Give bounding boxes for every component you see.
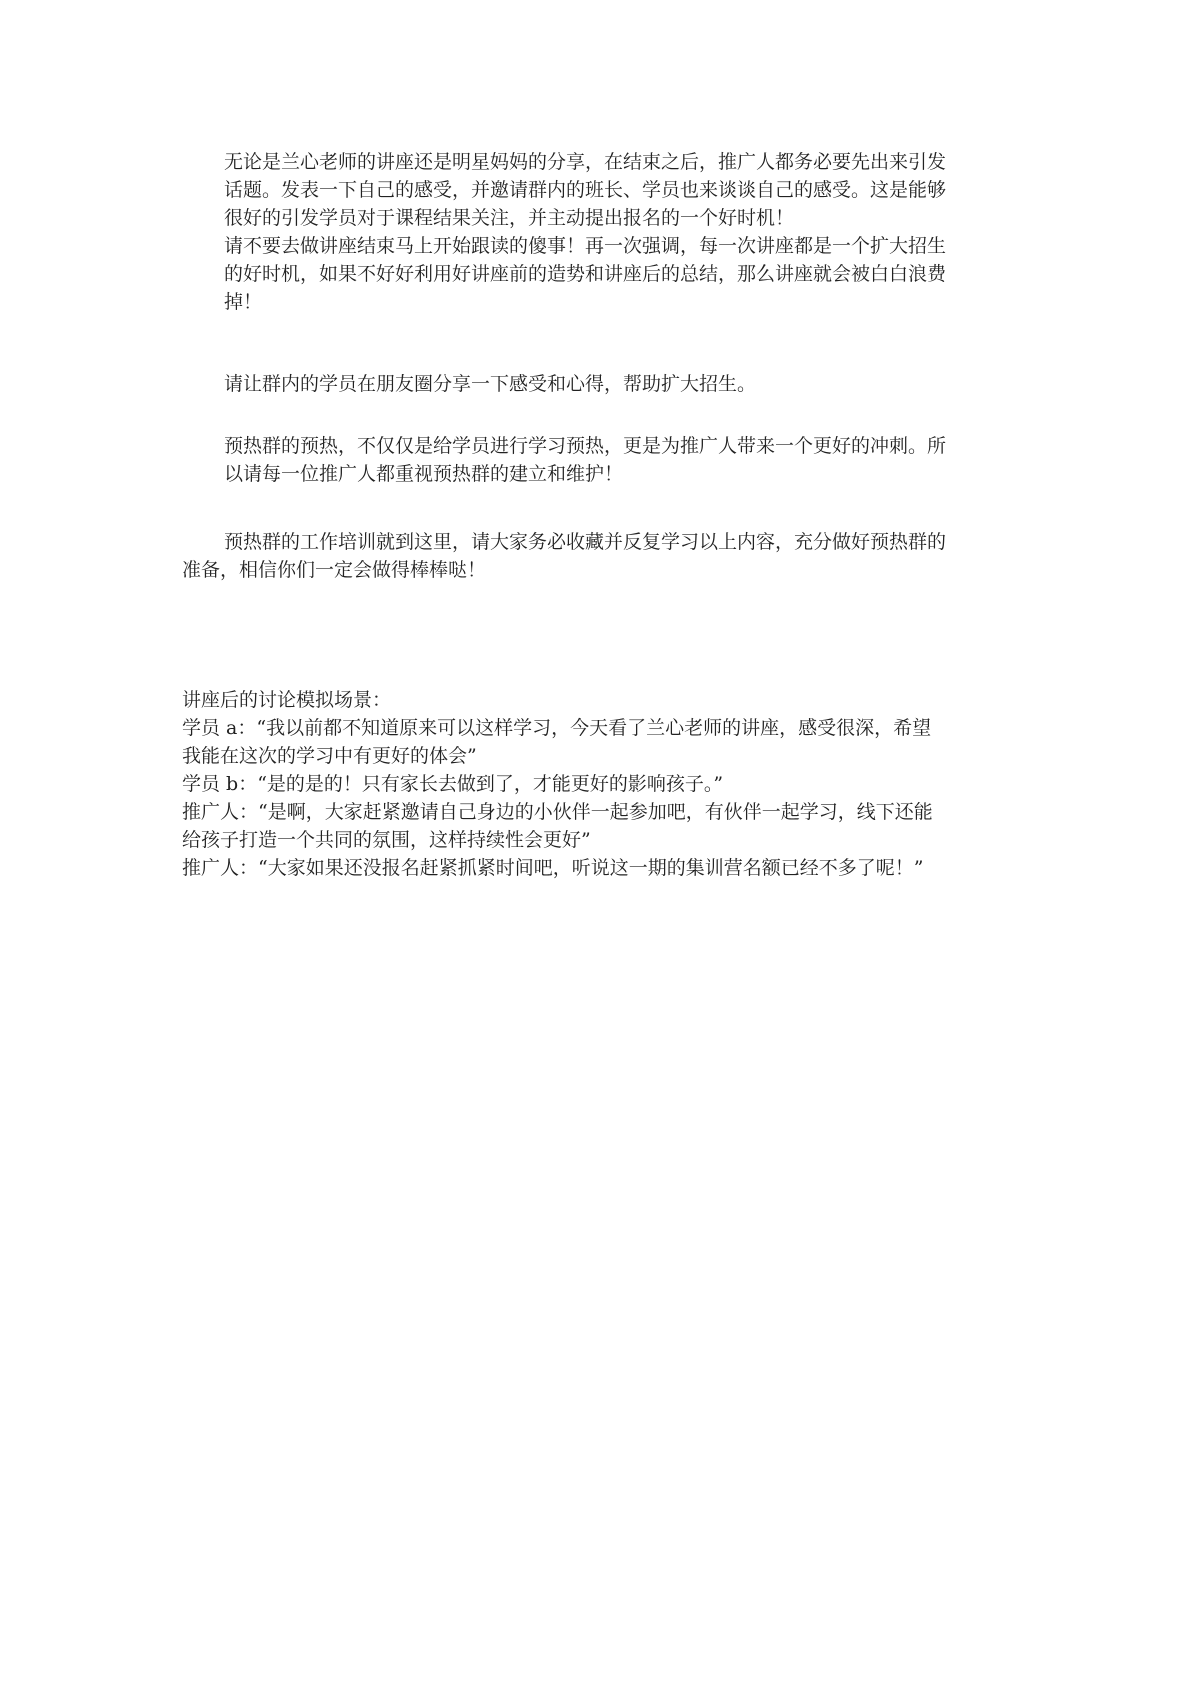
dialogue-line: 学员 a：“我以前都不知道原来可以这样学习，今天看了兰心老师的讲座，感受很深，希望	[182, 717, 932, 739]
dialogue-line: 学员 b：“是的是的！只有家长去做到了，才能更好的影响孩子。”	[182, 773, 724, 795]
text-line: 以请每一位推广人都重视预热群的建立和维护！	[224, 463, 624, 485]
text-line: 很好的引发学员对于课程结果关注，并主动提出报名的一个好时机！	[224, 207, 795, 229]
dialogue-line: 我能在这次的学习中有更好的体会”	[182, 745, 477, 767]
text-line: 请不要去做讲座结束马上开始跟读的傻事！再一次强调，每一次讲座都是一个扩大招生	[224, 235, 947, 257]
text-line: 话题。发表一下自己的感受，并邀请群内的班长、学员也来谈谈自己的感受。这是能够	[224, 179, 947, 201]
dialogue-section	[182, 686, 1022, 882]
paragraph-moments-share	[224, 370, 1024, 398]
dialogue-line: 推广人：“是啊，大家赶紧邀请自己身边的小伙伴一起参加吧，有伙伴一起学习，线下还能	[182, 801, 933, 823]
text-line: 的好时机，如果不好好利用好讲座前的造势和讲座后的总结，那么讲座就会被白白浪费	[224, 263, 947, 285]
dialogue-title: 讲座后的讨论模拟场景：	[182, 689, 392, 711]
dialogue-line: 给孩子打造一个共同的氛围，这样持续性会更好”	[182, 829, 591, 851]
text-line: 预热群的工作培训就到这里，请大家务必收藏并反复学习以上内容，充分做好预热群的	[224, 531, 947, 553]
text-line: 无论是兰心老师的讲座还是明星妈妈的分享，在结束之后，推广人都务必要先出来引发	[224, 151, 947, 173]
dialogue-line: 推广人：“大家如果还没报名赶紧抓紧时间吧，听说这一期的集训营名额已经不多了呢！”	[182, 857, 924, 879]
paragraph-lecture-followup	[224, 148, 1024, 316]
text-line: 预热群的预热，不仅仅是给学员进行学习预热，更是为推广人带来一个更好的冲刺。所	[224, 435, 947, 457]
paragraph-warmup-group	[224, 432, 1024, 488]
text-line: 准备，相信你们一定会做得棒棒哒！	[182, 559, 487, 581]
text-line: 掉！	[224, 291, 263, 313]
paragraph-closing	[182, 528, 1022, 584]
text-line: 请让群内的学员在朋友圈分享一下感受和心得，帮助扩大招生。	[224, 373, 757, 395]
